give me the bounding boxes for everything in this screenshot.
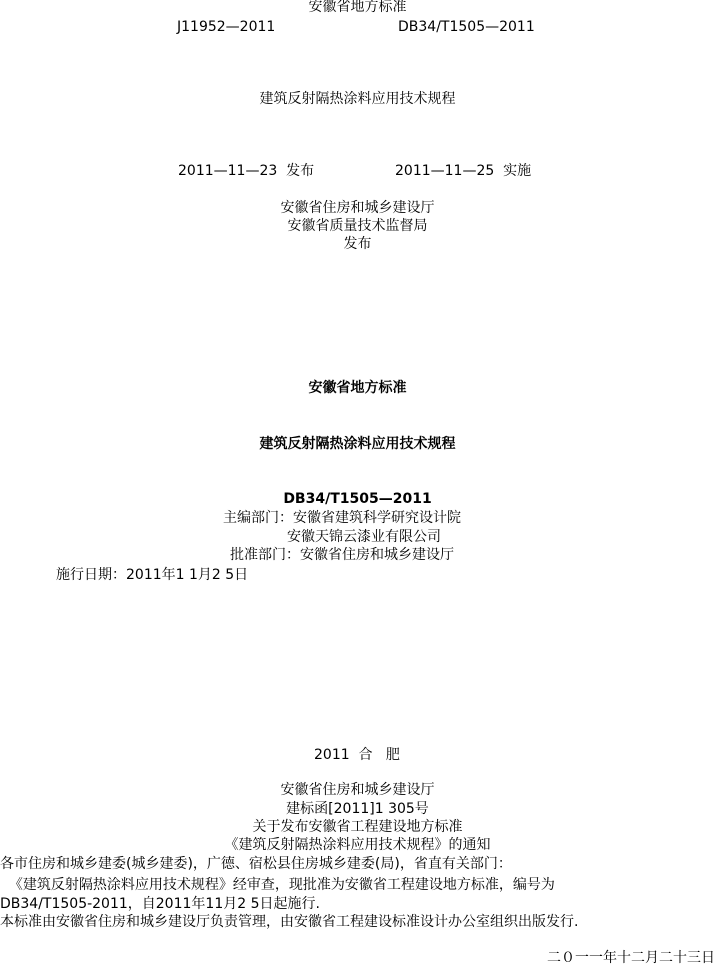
co-editor: 安徽天锦云漆业有限公司	[287, 529, 441, 545]
record-number: J11952—2011	[177, 19, 276, 35]
notice-salutation: 各市住房和城乡建委(城乡建委)，广德、宿松县住房城乡建委(局)，省直有关部门：	[0, 856, 512, 872]
issuer-housing-department: 安徽省住房和城乡建设厅	[280, 200, 435, 216]
chief-editor: 主编部门：安徽省建筑科学研究设计院	[223, 510, 461, 526]
cover-title: 建筑反射隔热涂料应用技术规程	[259, 91, 456, 107]
standard-number: DB34/T1505—2011	[398, 19, 535, 35]
notice-body-number: DB34/T1505-2011，自2011年11月2 5日起施行.	[0, 896, 320, 912]
title-page-header: 安徽省地方标准	[308, 380, 407, 396]
issuer-suffix: 发布	[343, 236, 372, 252]
title-page-standard-number: DB34/T1505—2011	[283, 491, 432, 507]
notice-heading-line-2: 《建筑反射隔热涂料应用技术规程》的通知	[224, 837, 491, 853]
cover-header: 安徽省地方标准	[308, 0, 407, 15]
notice-body-management: 本标准由安徽省住房和城乡建设厅负责管理，由安徽省工程建设标准设计办公室组织出版发行.	[0, 914, 579, 930]
effective-date: 施行日期：2011年1 1月2 5日	[56, 567, 249, 583]
title-page-title: 建筑反射隔热涂料应用技术规程	[259, 436, 456, 452]
approving-department: 批准部门：安徽省住房和城乡建设厅	[230, 547, 454, 563]
notice-heading-line-1: 关于发布安徽省工程建设地方标准	[252, 819, 463, 835]
notice-date: 二０一一年十二月二十三日	[547, 950, 715, 966]
issuer-quality-bureau: 安徽省质量技术监督局	[287, 218, 428, 234]
publication-place: 2011 合 肥	[314, 747, 400, 763]
implementation-date: 2011—11—25 实施	[395, 163, 532, 179]
issue-date: 2011—11—23 发布	[178, 163, 315, 179]
notice-organization: 安徽省住房和城乡建设厅	[280, 782, 435, 798]
notice-body-approval: 《建筑反射隔热涂料应用技术规程》经审查，现批准为安徽省工程建设地方标准，编号为	[0, 877, 555, 893]
notice-document-number: 建标函[2011]1 305号	[286, 801, 429, 817]
